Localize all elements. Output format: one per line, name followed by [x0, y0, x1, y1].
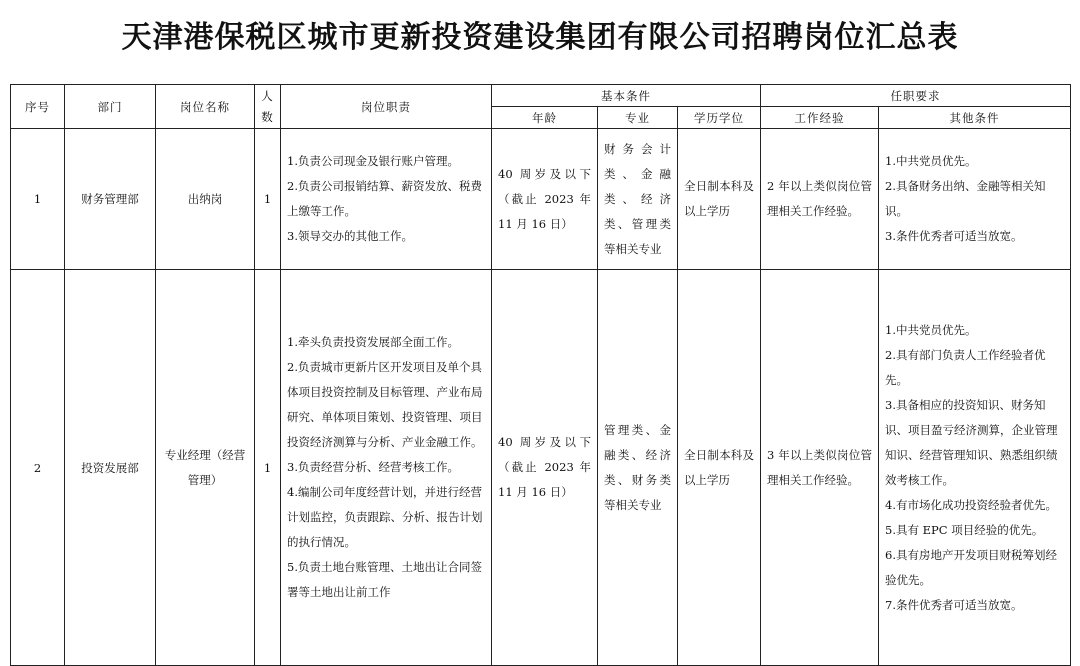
header-duties: 岗位职责 [281, 85, 492, 129]
cell-duties: 1.牵头负责投资发展部全面工作。 2.负责城市更新片区开发项目及单个具体项目投资控制及目标管理、产业布局研究、单体项目策划、投资管理、项目投资经济测算与分析、产业金融工作。 3.负责经营分析、经营考核工作。 4.编制公司年度经营计划，并进行经营计划监控，负责跟踪、分析、报告计划的执行情况。 5.负责土地台账管理、土地出让合同签署等土地出让前工作 [281, 270, 492, 666]
table-row [11, 129, 1071, 270]
header-count-top: 人 [261, 88, 274, 103]
cell-position: 专业经理（经营管理） [156, 270, 255, 666]
cell-experience: 3 年以上类似岗位管理相关工作经验。 [761, 270, 879, 666]
header-age: 年龄 [492, 107, 598, 129]
cell-education: 全日制本科及以上学历 [678, 129, 761, 270]
cell-duties: 1.负责公司现金及银行账户管理。 2.负责公司报销结算、薪资发放、税费上缴等工作。 3.领导交办的其他工作。 [281, 129, 492, 270]
cell-dept: 财务管理部 [65, 129, 156, 270]
cell-count: 1 [255, 270, 281, 666]
cell-seq: 2 [11, 270, 65, 666]
header-seq: 序号 [11, 85, 65, 129]
cell-dept: 投资发展部 [65, 270, 156, 666]
header-count [255, 85, 281, 129]
header-requirements: 任职要求 [761, 85, 1071, 107]
cell-experience: 2 年以上类似岗位管理相关工作经验。 [761, 129, 879, 270]
header-experience: 工作经验 [761, 107, 879, 129]
header-education: 学历学位 [678, 107, 761, 129]
cell-education: 全日制本科及以上学历 [678, 270, 761, 666]
cell-age: 40 周岁及以下（截止 2023 年 11 月 16 日） [492, 270, 598, 666]
cell-seq: 1 [11, 129, 65, 270]
cell-age: 40 周岁及以下（截止 2023 年 11 月 16 日） [492, 129, 598, 270]
header-row-1 [11, 85, 1071, 107]
header-basic: 基本条件 [492, 85, 761, 107]
cell-major: 管理类、金融类、经济类、财务类等相关专业 [598, 270, 678, 666]
cell-other: 1.中共党员优先。 2.具备财务出纳、金融等相关知识。 3.条件优秀者可适当放宽。 [879, 129, 1071, 270]
header-count-bottom: 数 [261, 109, 274, 124]
recruitment-table [10, 84, 1071, 666]
header-dept: 部门 [65, 85, 156, 129]
cell-other: 1.中共党员优先。 2.具有部门负责人工作经验者优先。 3.具备相应的投资知识、财务知识、项目盈亏经济测算，企业管理知识、经营管理知识、熟悉组织绩效考核工作。 4.有市场化成功投资经验者优先。 5.具有 EPC 项目经验的优先。 6.具有房地产开发项目财税筹划经验优先。 7.条件优秀者可适当放宽。 [879, 270, 1071, 666]
table-row [11, 270, 1071, 666]
header-position: 岗位名称 [156, 85, 255, 129]
cell-major: 财务会计类、金融类、经济类、管理类等相关专业 [598, 129, 678, 270]
cell-position: 出纳岗 [156, 129, 255, 270]
page-title: 天津港保税区城市更新投资建设集团有限公司招聘岗位汇总表 [121, 20, 959, 55]
cell-count: 1 [255, 129, 281, 270]
header-major: 专业 [598, 107, 678, 129]
header-other: 其他条件 [879, 107, 1071, 129]
